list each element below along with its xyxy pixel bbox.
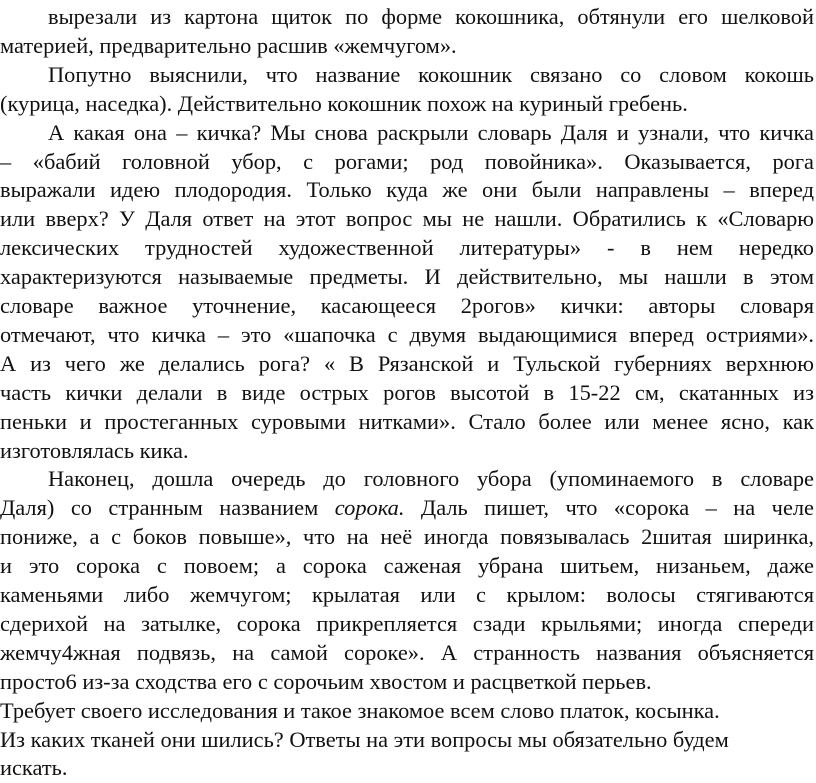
text-line: жемчу4жная подвязь, на самой сороке». А странность названия объясняется: [0, 639, 814, 665]
text-line: просто6 из-за сходства его с сорочьим хвостом и расцветкой перьев.: [0, 668, 652, 694]
text-line: материей, предварительно расшив «жемчугом».: [0, 32, 457, 58]
text-line: или вверх? У Даля ответ на этот вопрос мы не нашли. Обратились к «Словарю: [0, 206, 814, 232]
text-line: сдерихой на затылке, сорока прикрепляется сзади крыльями; иногда спереди: [0, 610, 814, 636]
italic-term: сорока.: [334, 495, 405, 521]
line-text: Даль пишет, что «сорока – на челе: [404, 495, 814, 521]
text-line: словаре важное уточнение, касающееся 2рогов» кички: авторы словаря: [0, 293, 814, 318]
text-line: изготовлялась кика.: [0, 437, 189, 463]
text-line: Из каких тканей они шились? Ответы на эти вопросы мы обязательно будем: [0, 726, 729, 752]
text-line: отмечают, что кичка – это «шапочка с двумя выдающимися вперед остриями».: [0, 321, 814, 347]
text-line: искать.: [0, 755, 68, 781]
line-text: Даля) со странным названием: [0, 495, 335, 521]
text-line: часть кички делали в виде острых рогов высотой в 15-22 см, скатанных из: [0, 379, 814, 405]
text-line: (курица, наседка). Действительно кокошник похож на куриный гребень.: [0, 90, 688, 116]
text-line: пониже, а с боков повыше», что на неё иногда повязывалась 2шитая ширинка,: [0, 524, 814, 550]
text-line: А из чего же делались рога? « В Рязанской и Тульской губерниях верхнюю: [0, 350, 814, 376]
text-line: пеньки и простеганных суровыми нитками». Стало более или менее ясно, как: [0, 408, 814, 434]
text-line: Требует своего исследования и такое знакомое всем слово платок, косынка.: [0, 697, 720, 723]
text-line: каменьями либо жемчугом; крылатая или с крылом: волосы стягиваются: [0, 582, 814, 607]
text-line: А какая она – кичка? Мы снова раскрыли словарь Даля и узнали, что кичка: [48, 119, 814, 145]
text-line: характеризуются называемые предметы. И действительно, мы нашли в этом: [0, 264, 814, 290]
text-line: лексических трудностей художественной литературы» - в нем нередко: [0, 235, 814, 261]
text-line: выражали идею плодородия. Только куда же они были направлены – вперед: [0, 177, 814, 203]
text-line: Наконец, дошла очередь до головного убора (упоминаемого в словаре: [48, 466, 814, 492]
text-line: и это сорока с повоем; а сорока саженая убрана шитьем, низаньем, даже: [0, 553, 814, 579]
text-line: – «бабий головной убор, с рогами; род повойника». Оказывается, рога: [0, 148, 814, 174]
text-line: Попутно выяснили, что название кокошник связано со словом кокошь: [48, 61, 814, 87]
text-line: вырезали из картона щиток по форме кокошника, обтянули его шелковой: [48, 4, 814, 29]
text-line: [0, 493, 814, 523]
